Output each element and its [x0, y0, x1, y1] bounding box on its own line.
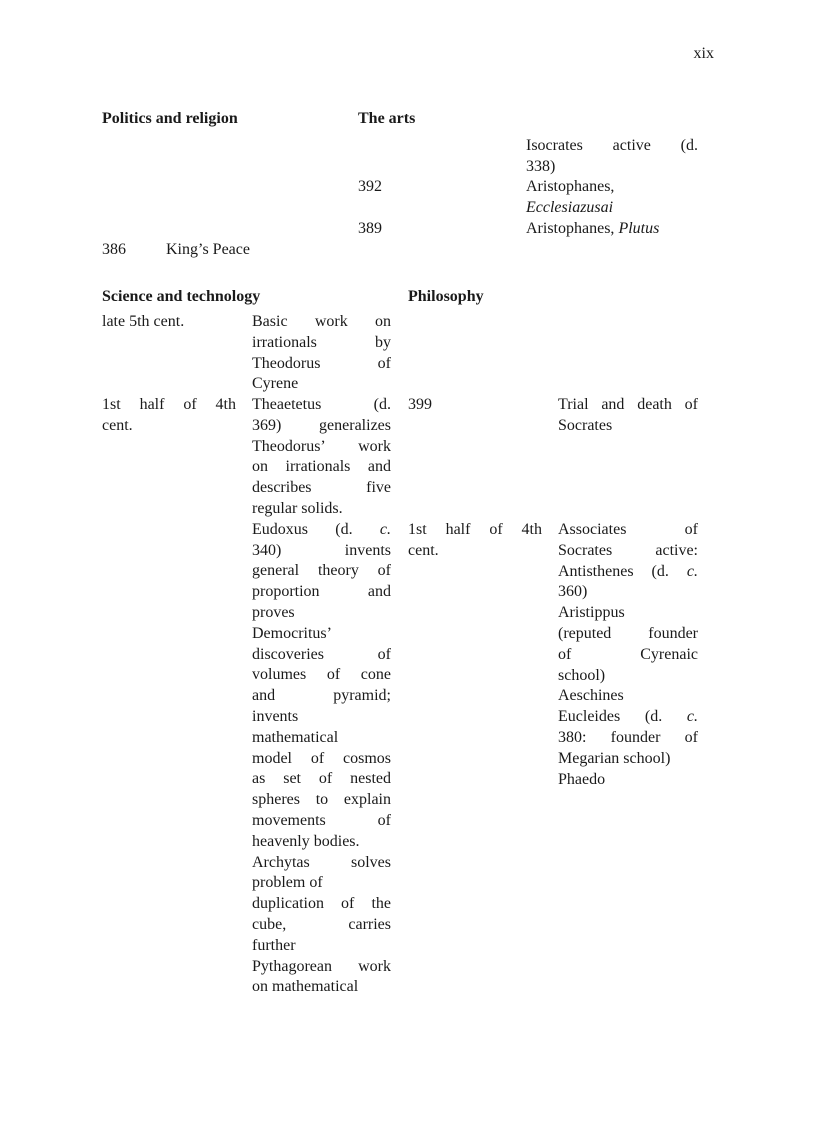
science-line: further — [252, 936, 296, 954]
philosophy-line: school) — [558, 666, 606, 684]
science-line: model of cosmos — [252, 749, 391, 767]
philosophy-line: Socrates — [558, 416, 613, 434]
date-line: cent. — [102, 416, 133, 434]
science-line: discoveries of — [252, 645, 391, 663]
science-date-late-5th: late 5th cent. — [102, 313, 185, 330]
philosophy-entry-associates — [558, 520, 698, 790]
heading-the-arts: The arts — [358, 110, 416, 127]
arts-entry-ecclesiazusai — [526, 177, 698, 219]
heading-politics-religion: Politics and religion — [102, 110, 238, 127]
science-line: 369) generalizes — [252, 416, 391, 434]
science-line: mathematical — [252, 728, 339, 746]
science-entry-theodorus — [252, 312, 391, 395]
philosophy-line: Aeschines — [558, 687, 624, 705]
science-line: heavenly bodies. — [252, 832, 360, 850]
science-line: duplication of the — [252, 895, 391, 913]
philosophy-line: Antisthenes (d. c. — [558, 562, 698, 580]
arts-entry-plutus — [526, 219, 698, 240]
philosophy-line: of Cyrenaic — [558, 645, 698, 663]
science-line: spheres to explain — [252, 791, 391, 809]
science-line: Democritus’ — [252, 624, 332, 642]
science-line: Theaetetus (d. — [252, 396, 391, 413]
science-line: Pythagorean work — [252, 957, 391, 975]
science-line: irrationals by — [252, 333, 391, 351]
philosophy-line: Phaedo — [558, 770, 606, 788]
science-line: Cyrene — [252, 375, 299, 393]
philosophy-line: (reputed founder — [558, 624, 698, 642]
philosophy-line: Socrates active: — [558, 541, 698, 559]
science-line: Eudoxus (d. c. — [252, 520, 391, 538]
philosophy-line: 380: founder of — [558, 728, 698, 746]
science-line: regular solids. — [252, 499, 343, 517]
science-line: proves — [252, 603, 295, 621]
science-date-1st-half-4th — [102, 395, 236, 437]
science-line: 340) invents — [252, 541, 391, 559]
arts-entry-title: Ecclesiazusai — [526, 198, 614, 216]
philosophy-line: Trial and death of — [558, 396, 698, 413]
science-line: proportion and — [252, 583, 391, 601]
science-line: on irrationals and — [252, 458, 391, 476]
philosophy-date-399: 399 — [408, 396, 432, 413]
date-line: 1st half of 4th — [102, 396, 236, 413]
philosophy-line: Associates of — [558, 521, 698, 538]
page-number: xix — [693, 45, 714, 62]
date-line: 1st half of 4th — [408, 521, 542, 538]
science-line: problem of — [252, 874, 323, 892]
science-line: on mathematical — [252, 978, 359, 996]
arts-entry-isocrates — [526, 136, 698, 178]
politics-year-386: 386 — [102, 241, 126, 258]
science-line: as set of nested — [252, 770, 391, 788]
science-line: Theodorus’ work — [252, 437, 391, 455]
arts-year-389: 389 — [358, 220, 382, 237]
science-line: describes five — [252, 479, 391, 497]
arts-entry-line: Aristophanes, — [526, 178, 615, 195]
science-line: cube, carries — [252, 915, 391, 933]
philosophy-line: Aristippus — [558, 604, 625, 622]
science-line: Basic work on — [252, 313, 391, 330]
science-line: movements of — [252, 811, 391, 829]
science-line: general theory of — [252, 562, 391, 580]
philosophy-line: Eucleides (d. c. — [558, 708, 698, 726]
arts-entry-text: Aristophanes, — [526, 220, 619, 237]
science-line: Theodorus of — [252, 354, 391, 372]
science-line: and pyramid; — [252, 687, 391, 705]
philosophy-line: 360) — [558, 583, 588, 601]
philosophy-date-1st-half-4th — [408, 520, 542, 562]
philosophy-entry-socrates-trial — [558, 395, 698, 437]
science-line: volumes of cone — [252, 666, 391, 684]
date-line: cent. — [408, 541, 439, 559]
politics-entry-kings-peace: King’s Peace — [166, 241, 250, 258]
science-line: Archytas solves — [252, 853, 391, 871]
arts-entry-line: 338) — [526, 157, 556, 175]
heading-science-technology: Science and technology — [102, 288, 261, 305]
science-entry-theaetetus-eudoxus-archytas — [252, 395, 391, 998]
arts-entry-title: Plutus — [618, 220, 660, 237]
heading-philosophy: Philosophy — [408, 288, 484, 305]
arts-entry-line: Isocrates active (d. — [526, 137, 698, 154]
philosophy-line: Megarian school) — [558, 749, 671, 767]
science-line: invents — [252, 707, 299, 725]
arts-year-392: 392 — [358, 178, 382, 195]
